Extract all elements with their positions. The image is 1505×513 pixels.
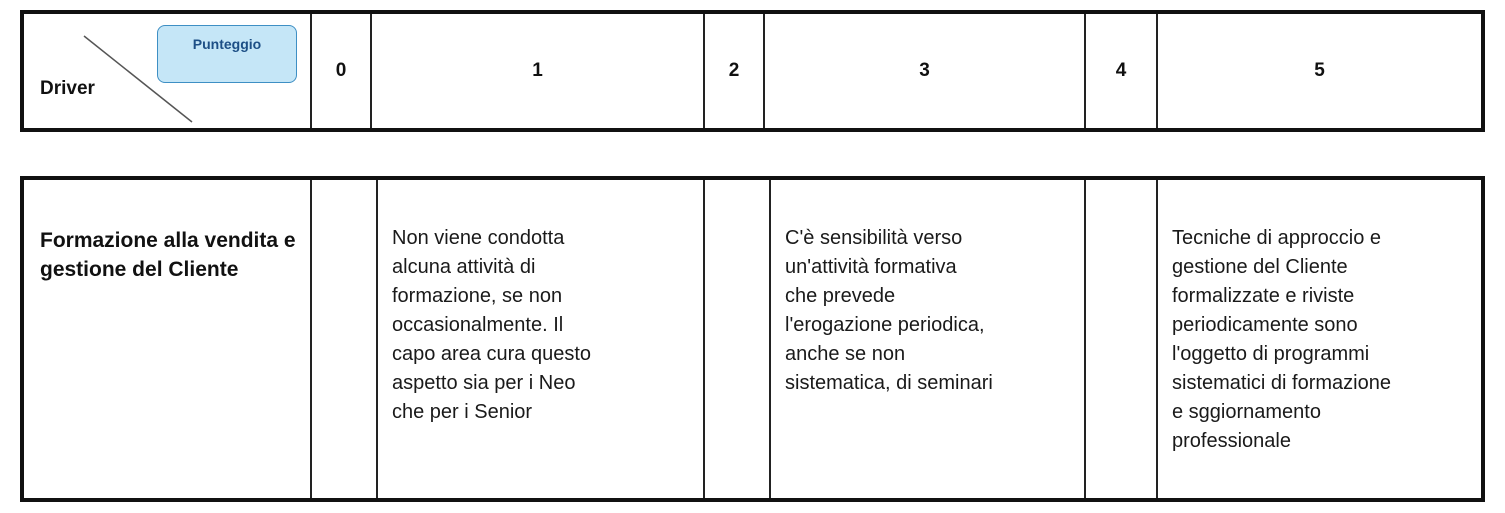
driver-cell <box>24 180 310 498</box>
score-cell-5 <box>1156 180 1481 498</box>
driver-label: Driver <box>40 78 95 99</box>
driver-header-cell <box>24 14 310 128</box>
score-1-description: Non viene condotta alcuna attività di formazione, se non occasionalmente. Il capo area cura questo aspetto sia per i Neo che per i Senior <box>392 227 592 423</box>
score-3-description: C'è sensibilità verso un'attività formativa che prevede l'erogazione periodica, anche se non sistematica, di seminari <box>785 227 993 394</box>
score-cell-4 <box>1084 180 1156 498</box>
score-header-1: 1 <box>370 14 703 128</box>
score-header-0: 0 <box>310 14 370 128</box>
driver-row-table <box>20 176 1485 502</box>
punteggio-badge: Punteggio <box>157 25 297 83</box>
driver-name: Formazione alla vendita e gestione del Cliente <box>40 229 296 281</box>
score-header-5: 5 <box>1156 14 1481 128</box>
score-5-description: Tecniche di approccio e gestione del Cliente formalizzate e riviste periodicamente sono l'oggetto di programmi sistematici di formazione e sggiornamento professionale <box>1172 227 1391 452</box>
header-table <box>20 10 1485 132</box>
score-cell-2 <box>703 180 769 498</box>
score-header-2: 2 <box>703 14 763 128</box>
score-cell-3 <box>769 180 1084 498</box>
score-header-3: 3 <box>763 14 1084 128</box>
score-cell-1 <box>376 180 703 498</box>
score-header-4: 4 <box>1084 14 1156 128</box>
score-cell-0 <box>310 180 376 498</box>
